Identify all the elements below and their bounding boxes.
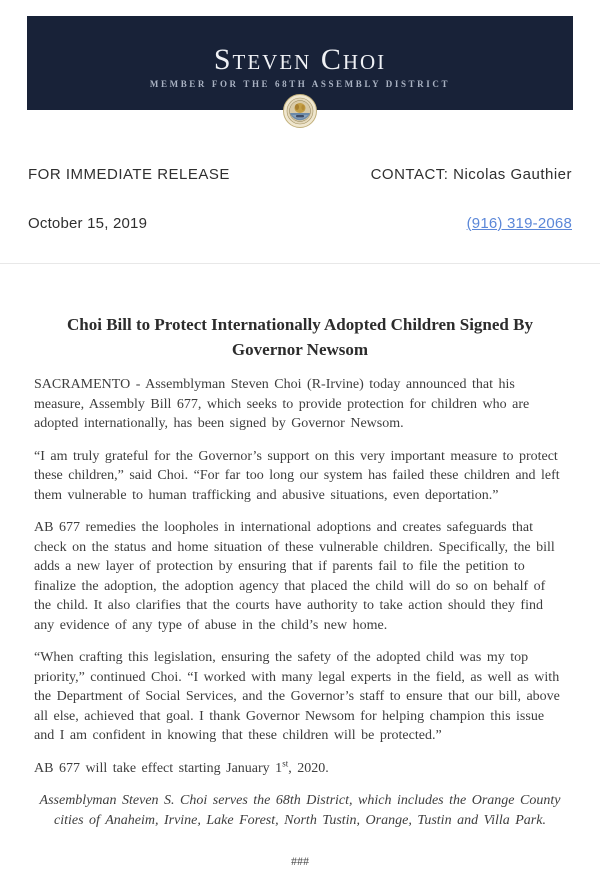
press-paragraph-quote-1: “I am truly grateful for the Governor’s support on this very important measure to protect these children,” said Choi. “For far too long our system has failed these children and left them vulnerable to human trafficking and abusive situations, even deportation.”: [34, 448, 560, 503]
title-line-2: Governor Newsom: [231, 340, 369, 359]
effective-date-suffix: , 2020.: [288, 760, 329, 776]
district-subtitle: MEMBER FOR THE 68TH ASSEMBLY DISTRICT: [149, 79, 451, 89]
release-statement: FOR IMMEDIATE RELEASE: [28, 166, 230, 183]
press-info-section: [0, 166, 600, 232]
press-release-title: [0, 312, 600, 362]
date-phone-row: [28, 215, 572, 232]
closing-note: Assemblyman Steven S. Choi serves the 68th District, which includes the Orange County cities of Anaheim, Irvine, Lake Forest, North Tustin, Orange, Tustin and Villa Park.: [39, 793, 561, 828]
superscript-ordinal: st: [282, 757, 289, 768]
contact-name: CONTACT: Nicolas Gauthier: [370, 166, 572, 183]
contact-phone-link[interactable]: (916) 319-2068: [466, 215, 572, 232]
effective-date-line: [34, 759, 566, 779]
header-band: [27, 16, 573, 110]
press-paragraph-quote-2: “When crafting this legislation, ensuring the safety of the adopted child was my top priority,” continued Choi. “I worked with many legal experts in the field, as well as with the Department of Social Services, and the Governor’s staff to ensure that our bill, above all else, achieved that goal. I thank Governor Newsom for helping champion this issue and I am confident in knowing that these children will be protected.”: [34, 650, 560, 743]
state-seal-icon: [283, 94, 317, 128]
release-date: October 15, 2019: [28, 215, 148, 232]
press-paragraph-bill-details: AB 677 remedies the loopholes in international adoptions and creates safeguards that check on the status and home situation of these vulnerable children. Specifically, the bill adds a new layer of protection by ensuring that if parents fail to file the petition to finalize the adoption, the adoption agency that placed the child will do so on behalf of the child. It also clarifies that the courts have authority to take action should they find any evidence of any type of abuse in the child’s new home.: [34, 520, 555, 633]
divider: [0, 263, 600, 264]
title-line-1: Choi Bill to Protect Internationally Adopted Children Signed By: [67, 315, 533, 334]
end-mark: ###: [291, 854, 309, 868]
release-contact-row: [28, 166, 572, 183]
press-paragraph-dateline: SACRAMENTO - Assemblyman Steven Choi (R-Irvine) today announced that his measure, Assembly Bill 677, which seeks to provide protection for children who are adopted internationally, has been signed by Governor Newsom.: [34, 377, 530, 431]
effective-date-prefix: AB 677 will take effect starting January 1: [34, 760, 283, 776]
assembly-member-name: Steven Choi: [213, 43, 387, 76]
press-release-body: [0, 375, 600, 869]
